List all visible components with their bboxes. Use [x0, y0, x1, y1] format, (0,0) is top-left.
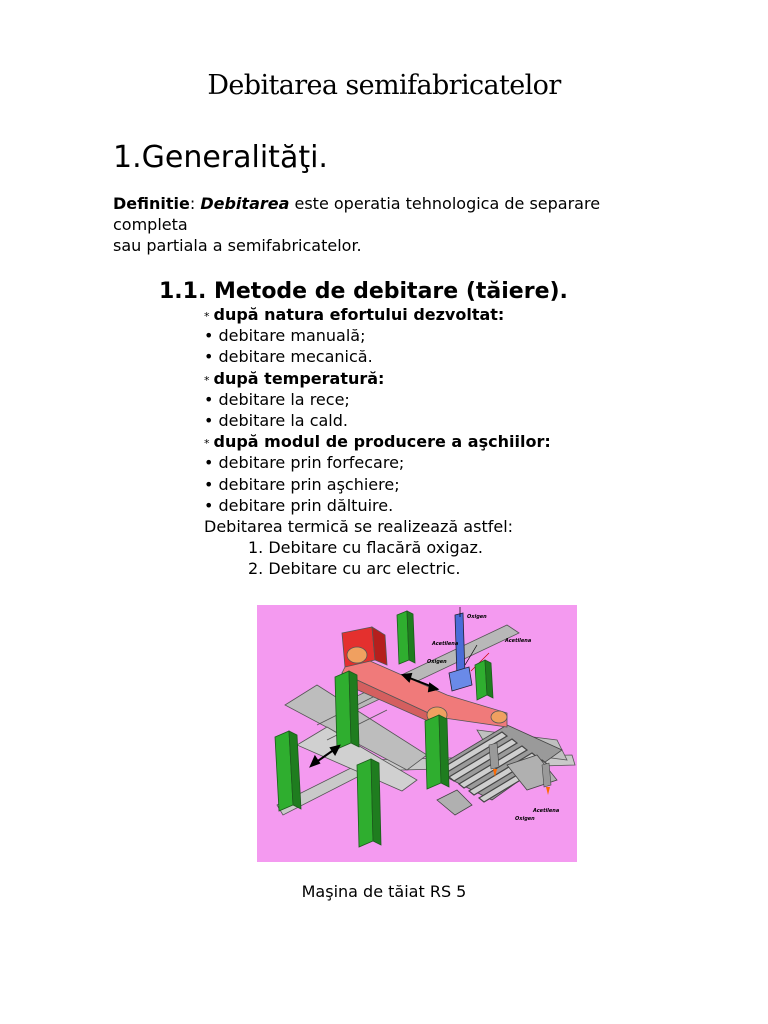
bullet-list-item: • debitare prin aşchiere; — [204, 474, 400, 494]
method-category-text: după modul de producere a aşchiilor: — [213, 432, 551, 452]
asterisk-icon: * — [204, 437, 210, 451]
label-oxigen-bottom: Oxigen — [515, 816, 535, 822]
method-category-heading — [204, 304, 551, 325]
cutting-machine-illustration — [257, 605, 577, 862]
asterisk-icon: * — [204, 373, 210, 387]
definition-colon: : — [189, 194, 196, 213]
bullet-list-item: • debitare la rece; — [204, 389, 350, 409]
definition-label: Definitie — [113, 194, 190, 213]
asterisk-icon: * — [204, 310, 210, 323]
label-acetilena-top2: Acetilena — [505, 638, 532, 644]
definition-text-line3: sau partiala a semifabricatelor. — [113, 236, 362, 255]
figure-caption: Maşina de tăiat RS 5 — [301, 882, 467, 901]
method-category-heading — [204, 431, 551, 452]
definition-paragraph — [113, 193, 673, 256]
bullet-list-item: • debitare prin dăltuire. — [204, 495, 394, 515]
method-paragraph: Debitarea termică se realizează astfel: — [204, 517, 514, 537]
method-category-heading — [204, 368, 551, 389]
section-heading: 1.Generalităţi. — [113, 140, 328, 175]
bullet-list-item: • debitare la cald. — [204, 411, 348, 431]
subsection-heading: 1.1. Metode de debitare (tăiere). — [159, 279, 568, 304]
method-category-text: după natura efortului dezvoltat: — [213, 305, 505, 324]
bullet-list-item: • debitare prin forfecare; — [204, 453, 405, 473]
label-oxigen-top: Oxigen — [467, 614, 487, 620]
bullet-list-item: • debitare manuală; — [204, 326, 366, 346]
definition-text-line1: este operatia tehnologica de separare — [289, 194, 601, 213]
label-acetilena-bottom: Acetilena — [533, 808, 560, 814]
definition-text-line2: completa — [113, 215, 188, 234]
numbered-list-item: 2. Debitare cu arc electric. — [248, 559, 461, 579]
cutting-machine-figure — [257, 605, 577, 862]
method-category-text: după temperatură: — [213, 368, 385, 388]
methods-list — [204, 304, 551, 580]
document-title: Debitarea semifabricatelor — [207, 70, 561, 101]
numbered-list-item: 1. Debitare cu flacără oxigaz. — [248, 538, 483, 558]
definition-term: Debitarea — [200, 194, 290, 213]
label-acetilena-top1: Acetilena — [432, 641, 459, 647]
label-oxigen-mid: Oxigen — [427, 659, 447, 665]
bullet-list-item: • debitare mecanică. — [204, 347, 373, 367]
